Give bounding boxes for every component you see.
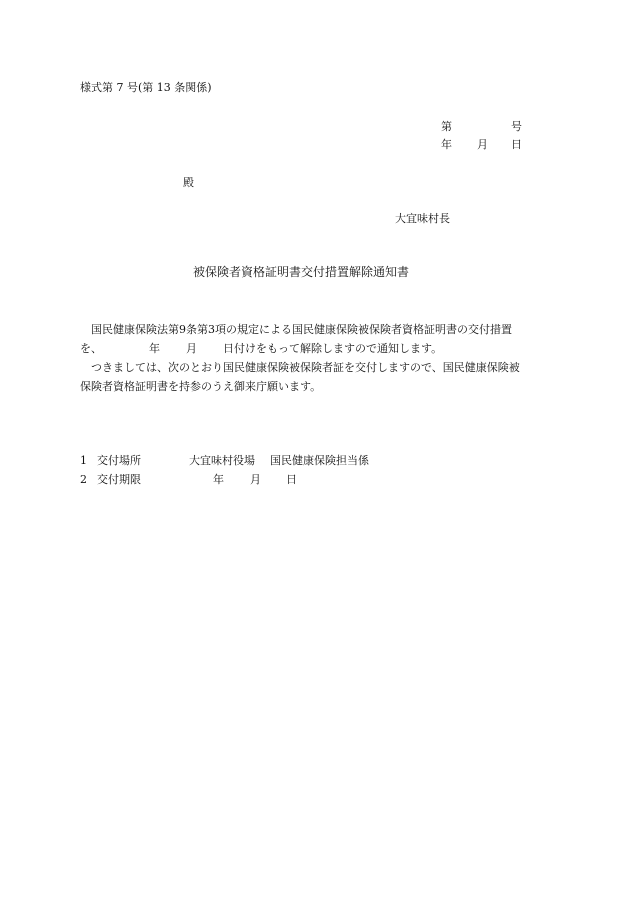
item-label: 交付期限 — [97, 473, 141, 486]
body-line-2-prefix: を、 — [80, 342, 102, 355]
issuer-title: 大宜味村長 — [395, 212, 450, 225]
deadline-year: 年 — [213, 473, 224, 486]
body-line-2 — [80, 343, 600, 357]
body-line-2-year: 年 — [149, 342, 160, 355]
body-line-3: つきましては、次のとおり国民健康保険被保険者証を交付しますので、国民健康保険被 — [91, 361, 520, 374]
document-number-suffix: 号 — [511, 120, 522, 133]
body-line-4: 保険者資格証明書を持参のうえ御来庁願います。 — [80, 380, 322, 393]
body-line-2-suffix: 日付けをもって解除しますので通知します。 — [223, 342, 443, 355]
item-number: 1 — [80, 454, 87, 467]
issue-date-day: 日 — [511, 138, 522, 151]
delivery-place: 大宜味村役場 — [189, 454, 255, 467]
item-delivery-deadline — [80, 474, 480, 488]
delivery-department: 国民健康保険担当係 — [270, 454, 369, 467]
addressee-honorific: 殿 — [183, 176, 194, 189]
item-delivery-place — [80, 455, 480, 469]
issue-date-month: 月 — [477, 138, 488, 151]
deadline-day: 日 — [286, 473, 297, 486]
item-label: 交付場所 — [97, 454, 141, 467]
body-line-1: 国民健康保険法第9条第3項の規定による国民健康保険被保険者資格証明書の交付措置 — [91, 323, 512, 336]
deadline-month: 月 — [250, 473, 261, 486]
form-number: 様式第 7 号(第 13 条関係) — [80, 81, 212, 94]
issue-date-year: 年 — [441, 138, 452, 151]
item-number: 2 — [80, 473, 87, 486]
document-number-prefix: 第 — [441, 120, 452, 133]
document-title: 被保険者資格証明書交付措置解除通知書 — [193, 265, 410, 279]
body-line-2-month: 月 — [186, 342, 197, 355]
